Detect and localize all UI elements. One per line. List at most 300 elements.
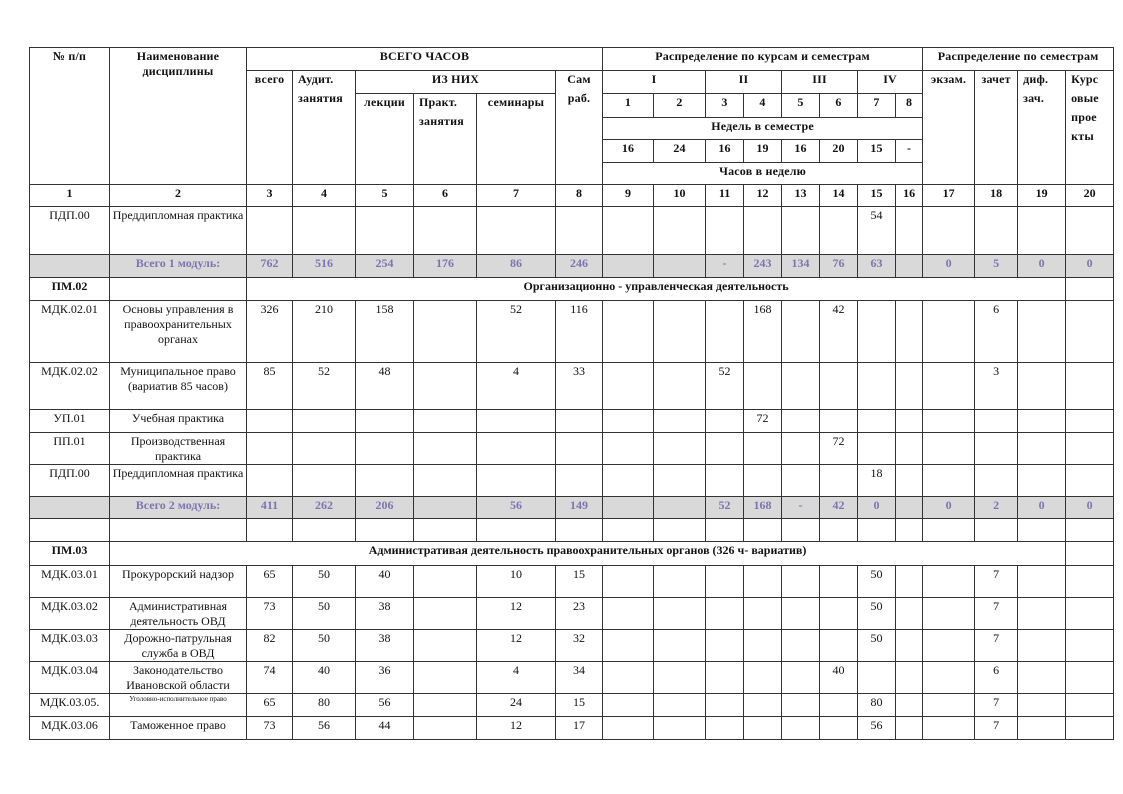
cell <box>923 566 975 598</box>
cell <box>820 630 858 662</box>
cell <box>782 694 820 717</box>
cell <box>706 410 744 433</box>
cell <box>654 497 706 519</box>
row-code: МДК.03.01 <box>30 566 110 598</box>
module-code: ПМ.02 <box>30 278 110 301</box>
cell <box>1018 207 1066 255</box>
cell: 12 <box>477 598 556 630</box>
column-number: 12 <box>744 185 782 207</box>
discipline-name: Дорожно-патрульная служба в ОВД <box>110 630 247 662</box>
cell: 80 <box>293 694 356 717</box>
cell <box>820 694 858 717</box>
cell: 52 <box>706 363 744 410</box>
header-weeks: 16 <box>706 140 744 163</box>
cell <box>1018 519 1066 542</box>
header-distribution-courses: Распределение по курсам и семестрам <box>603 48 923 71</box>
cell <box>603 694 654 717</box>
cell: 82 <box>247 630 293 662</box>
cell <box>706 662 744 694</box>
discipline-name: Всего 1 модуль: <box>110 255 247 278</box>
cell <box>820 465 858 497</box>
cell: 86 <box>477 255 556 278</box>
cell: 44 <box>356 717 414 740</box>
header-semester: 3 <box>706 94 744 118</box>
cell: 0 <box>923 255 975 278</box>
header-weeks: - <box>896 140 923 163</box>
column-number: 18 <box>975 185 1018 207</box>
cell <box>477 207 556 255</box>
cell <box>1018 465 1066 497</box>
cell <box>603 519 654 542</box>
header-course-3: III <box>782 71 858 94</box>
cell <box>1018 410 1066 433</box>
header-iz-nih: ИЗ НИХ <box>356 71 556 94</box>
cell <box>923 694 975 717</box>
cell: 326 <box>247 301 293 363</box>
cell <box>744 630 782 662</box>
cell: 74 <box>247 662 293 694</box>
cell <box>782 207 820 255</box>
cell <box>414 717 477 740</box>
row-code <box>30 497 110 519</box>
header-exam: экзам. <box>923 71 975 185</box>
table-row <box>30 598 1114 630</box>
cell <box>414 301 477 363</box>
cell <box>654 410 706 433</box>
cell <box>744 566 782 598</box>
cell <box>820 519 858 542</box>
cell <box>923 301 975 363</box>
discipline-name: Законодательство Ивановской области <box>110 662 247 694</box>
cell <box>556 519 603 542</box>
cell: - <box>782 497 820 519</box>
cell <box>293 519 356 542</box>
cell <box>896 410 923 433</box>
cell: 50 <box>858 598 896 630</box>
cell: 40 <box>356 566 414 598</box>
cell <box>603 255 654 278</box>
discipline-name: Основы управления в правоохранительных органах <box>110 301 247 363</box>
cell <box>414 662 477 694</box>
cell <box>1018 301 1066 363</box>
cell <box>923 598 975 630</box>
cell <box>706 630 744 662</box>
cell: 40 <box>293 662 356 694</box>
row-code: МДК.02.01 <box>30 301 110 363</box>
cell <box>744 433 782 465</box>
cell <box>1018 363 1066 410</box>
cell <box>858 301 896 363</box>
cell: 210 <box>293 301 356 363</box>
header-distribution-semesters: Распределение по семестрам <box>923 48 1114 71</box>
column-number: 4 <box>293 185 356 207</box>
cell <box>414 410 477 433</box>
cell <box>414 465 477 497</box>
cell <box>1066 598 1114 630</box>
cell: 18 <box>858 465 896 497</box>
cell <box>1018 598 1066 630</box>
column-number: 14 <box>820 185 858 207</box>
cell: 56 <box>356 694 414 717</box>
header-semester: 6 <box>820 94 858 118</box>
cell <box>706 598 744 630</box>
cell <box>896 519 923 542</box>
cell <box>654 207 706 255</box>
cell: 85 <box>247 363 293 410</box>
discipline-name: Прокурорский надзор <box>110 566 247 598</box>
header-zachet: зачет <box>975 71 1018 185</box>
cell <box>820 207 858 255</box>
cell <box>744 717 782 740</box>
cell: 254 <box>356 255 414 278</box>
header-weeks: 20 <box>820 140 858 163</box>
cell <box>896 662 923 694</box>
cell <box>654 255 706 278</box>
cell <box>1066 717 1114 740</box>
cell <box>1066 465 1114 497</box>
cell: 72 <box>820 433 858 465</box>
cell <box>896 465 923 497</box>
row-code: МДК.03.05. <box>30 694 110 717</box>
cell <box>414 630 477 662</box>
column-number: 17 <box>923 185 975 207</box>
cell <box>706 717 744 740</box>
discipline-name: Учебная практика <box>110 410 247 433</box>
cell <box>30 519 110 542</box>
cell <box>603 207 654 255</box>
cell <box>782 410 820 433</box>
cell <box>603 566 654 598</box>
cell: 4 <box>477 363 556 410</box>
cell <box>896 433 923 465</box>
cell: - <box>706 255 744 278</box>
cell: 7 <box>975 717 1018 740</box>
cell: 65 <box>247 694 293 717</box>
cell <box>603 410 654 433</box>
cell: 158 <box>356 301 414 363</box>
cell <box>603 630 654 662</box>
cell: 262 <box>293 497 356 519</box>
cell: 0 <box>1066 497 1114 519</box>
cell <box>654 717 706 740</box>
cell: 56 <box>477 497 556 519</box>
cell: 7 <box>975 630 1018 662</box>
cell <box>975 465 1018 497</box>
cell: 246 <box>556 255 603 278</box>
cell: 149 <box>556 497 603 519</box>
cell: 0 <box>1066 255 1114 278</box>
column-number: 1 <box>30 185 110 207</box>
cell <box>858 519 896 542</box>
cell <box>744 363 782 410</box>
cell <box>782 301 820 363</box>
cell: 7 <box>975 694 1018 717</box>
cell <box>858 662 896 694</box>
module-title: Административая деятельность правоохранительных органов (326 ч- вариатив) <box>110 542 1066 566</box>
cell: 116 <box>556 301 603 363</box>
cell: 40 <box>820 662 858 694</box>
column-number: 10 <box>654 185 706 207</box>
column-number: 5 <box>356 185 414 207</box>
cell <box>896 497 923 519</box>
module-total-row <box>30 497 1114 519</box>
cell: 15 <box>556 694 603 717</box>
header-dif-zach: диф. зач. <box>1018 71 1066 185</box>
cell: 52 <box>293 363 356 410</box>
module-header-row <box>30 542 1114 566</box>
cell <box>1066 662 1114 694</box>
module-total-row <box>30 255 1114 278</box>
header-sam: Сам раб. <box>556 71 603 185</box>
table-row <box>30 433 1114 465</box>
cell <box>1066 433 1114 465</box>
table-row <box>30 566 1114 598</box>
row-code: УП.01 <box>30 410 110 433</box>
cell: 38 <box>356 598 414 630</box>
module-header-row <box>30 278 1114 301</box>
cell <box>414 433 477 465</box>
cell <box>247 519 293 542</box>
cell <box>293 410 356 433</box>
table-row <box>30 694 1114 717</box>
cell <box>356 433 414 465</box>
cell: 80 <box>858 694 896 717</box>
cell <box>896 363 923 410</box>
curriculum-table <box>29 47 1114 740</box>
header-weeks-label: Недель в семестре <box>603 118 923 140</box>
cell <box>858 433 896 465</box>
cell: 0 <box>923 497 975 519</box>
discipline-name: Таможенное право <box>110 717 247 740</box>
cell <box>247 207 293 255</box>
cell <box>603 363 654 410</box>
cell <box>820 363 858 410</box>
cell <box>654 566 706 598</box>
cell <box>414 207 477 255</box>
cell <box>923 207 975 255</box>
row-code <box>30 255 110 278</box>
cell <box>706 519 744 542</box>
cell <box>356 410 414 433</box>
cell <box>654 465 706 497</box>
discipline-name: Административная деятельность ОВД <box>110 598 247 630</box>
cell: 56 <box>858 717 896 740</box>
header-kursovye: Курс овые прое кты <box>1066 71 1114 185</box>
discipline-name: Производственная практика <box>110 433 247 465</box>
cell <box>820 566 858 598</box>
column-number: 19 <box>1018 185 1066 207</box>
column-number: 7 <box>477 185 556 207</box>
cell <box>782 519 820 542</box>
cell: 73 <box>247 598 293 630</box>
cell <box>603 301 654 363</box>
cell <box>820 717 858 740</box>
cell: 4 <box>477 662 556 694</box>
cell <box>975 519 1018 542</box>
cell <box>356 207 414 255</box>
cell <box>477 465 556 497</box>
cell <box>896 255 923 278</box>
cell: 54 <box>858 207 896 255</box>
header-total-hours: ВСЕГО ЧАСОВ <box>247 48 603 71</box>
header-seminary: семинары <box>477 94 556 185</box>
cell: 516 <box>293 255 356 278</box>
cell: 17 <box>556 717 603 740</box>
cell <box>896 630 923 662</box>
cell <box>1018 630 1066 662</box>
header-vsego: всего <box>247 71 293 185</box>
cell <box>247 465 293 497</box>
table-row <box>30 717 1114 740</box>
cell <box>820 410 858 433</box>
cell <box>603 717 654 740</box>
module-title: Организационно - управленческая деятельность <box>247 278 1066 301</box>
cell <box>782 717 820 740</box>
column-number: 3 <box>247 185 293 207</box>
cell: 63 <box>858 255 896 278</box>
cell: 168 <box>744 497 782 519</box>
cell: 48 <box>356 363 414 410</box>
cell: 12 <box>477 630 556 662</box>
header-semester: 8 <box>896 94 923 118</box>
cell: 52 <box>477 301 556 363</box>
cell: 32 <box>556 630 603 662</box>
cell <box>896 207 923 255</box>
cell <box>603 598 654 630</box>
column-number: 20 <box>1066 185 1114 207</box>
cell: 12 <box>477 717 556 740</box>
cell <box>293 207 356 255</box>
cell <box>923 433 975 465</box>
header-course-1: I <box>603 71 706 94</box>
cell <box>782 630 820 662</box>
cell <box>654 363 706 410</box>
column-number: 11 <box>706 185 744 207</box>
cell <box>858 410 896 433</box>
header-course-4: IV <box>858 71 923 94</box>
cell: 42 <box>820 497 858 519</box>
header-course-2: II <box>706 71 782 94</box>
cell: 42 <box>820 301 858 363</box>
cell: 56 <box>293 717 356 740</box>
cell <box>356 465 414 497</box>
cell <box>1066 410 1114 433</box>
cell: 2 <box>975 497 1018 519</box>
discipline-name: Преддипломная практика <box>110 207 247 255</box>
cell: 3 <box>975 363 1018 410</box>
cell <box>706 465 744 497</box>
cell <box>556 465 603 497</box>
cell: 206 <box>356 497 414 519</box>
cell: 50 <box>858 630 896 662</box>
cell <box>414 497 477 519</box>
cell: 134 <box>782 255 820 278</box>
cell <box>654 598 706 630</box>
cell: 36 <box>356 662 414 694</box>
cell <box>923 519 975 542</box>
row-code: МДК.03.03 <box>30 630 110 662</box>
table-row <box>30 465 1114 497</box>
cell: 50 <box>858 566 896 598</box>
cell <box>1066 694 1114 717</box>
cell: 176 <box>414 255 477 278</box>
cell <box>782 598 820 630</box>
cell <box>1066 278 1114 301</box>
cell: 6 <box>975 662 1018 694</box>
cell <box>782 363 820 410</box>
cell <box>603 465 654 497</box>
cell: 72 <box>744 410 782 433</box>
cell: 73 <box>247 717 293 740</box>
row-code: МДК.03.02 <box>30 598 110 630</box>
cell <box>247 433 293 465</box>
cell <box>556 410 603 433</box>
cell <box>744 207 782 255</box>
header-num: № п/п <box>30 48 110 185</box>
cell <box>247 410 293 433</box>
column-number: 8 <box>556 185 603 207</box>
header-semester: 1 <box>603 94 654 118</box>
cell <box>1066 301 1114 363</box>
cell: 50 <box>293 630 356 662</box>
column-number: 2 <box>110 185 247 207</box>
cell <box>923 662 975 694</box>
cell: 10 <box>477 566 556 598</box>
discipline-name: Преддипломная практика <box>110 465 247 497</box>
cell <box>706 694 744 717</box>
column-number: 6 <box>414 185 477 207</box>
header-weeks: 24 <box>654 140 706 163</box>
cell: 6 <box>975 301 1018 363</box>
cell <box>820 598 858 630</box>
cell <box>110 278 247 301</box>
cell <box>356 519 414 542</box>
cell <box>1018 662 1066 694</box>
cell <box>603 497 654 519</box>
cell <box>654 519 706 542</box>
table-row <box>30 363 1114 410</box>
cell <box>923 630 975 662</box>
cell: 411 <box>247 497 293 519</box>
cell <box>293 433 356 465</box>
cell: 33 <box>556 363 603 410</box>
cell <box>896 694 923 717</box>
cell <box>603 433 654 465</box>
cell <box>1066 363 1114 410</box>
table-row <box>30 410 1114 433</box>
cell <box>1018 717 1066 740</box>
cell <box>706 433 744 465</box>
cell: 50 <box>293 566 356 598</box>
discipline-name: Уголовно-исполнительное право <box>110 694 247 717</box>
cell: 52 <box>706 497 744 519</box>
cell <box>654 433 706 465</box>
cell <box>1018 433 1066 465</box>
cell: 76 <box>820 255 858 278</box>
column-number: 13 <box>782 185 820 207</box>
cell: 0 <box>1018 255 1066 278</box>
cell <box>654 301 706 363</box>
cell <box>782 433 820 465</box>
header-semester: 4 <box>744 94 782 118</box>
cell <box>1018 694 1066 717</box>
cell: 24 <box>477 694 556 717</box>
header-prakt: Практ. занятия <box>414 94 477 185</box>
table-row <box>30 207 1114 255</box>
cell <box>744 598 782 630</box>
cell <box>744 694 782 717</box>
cell <box>1066 542 1114 566</box>
